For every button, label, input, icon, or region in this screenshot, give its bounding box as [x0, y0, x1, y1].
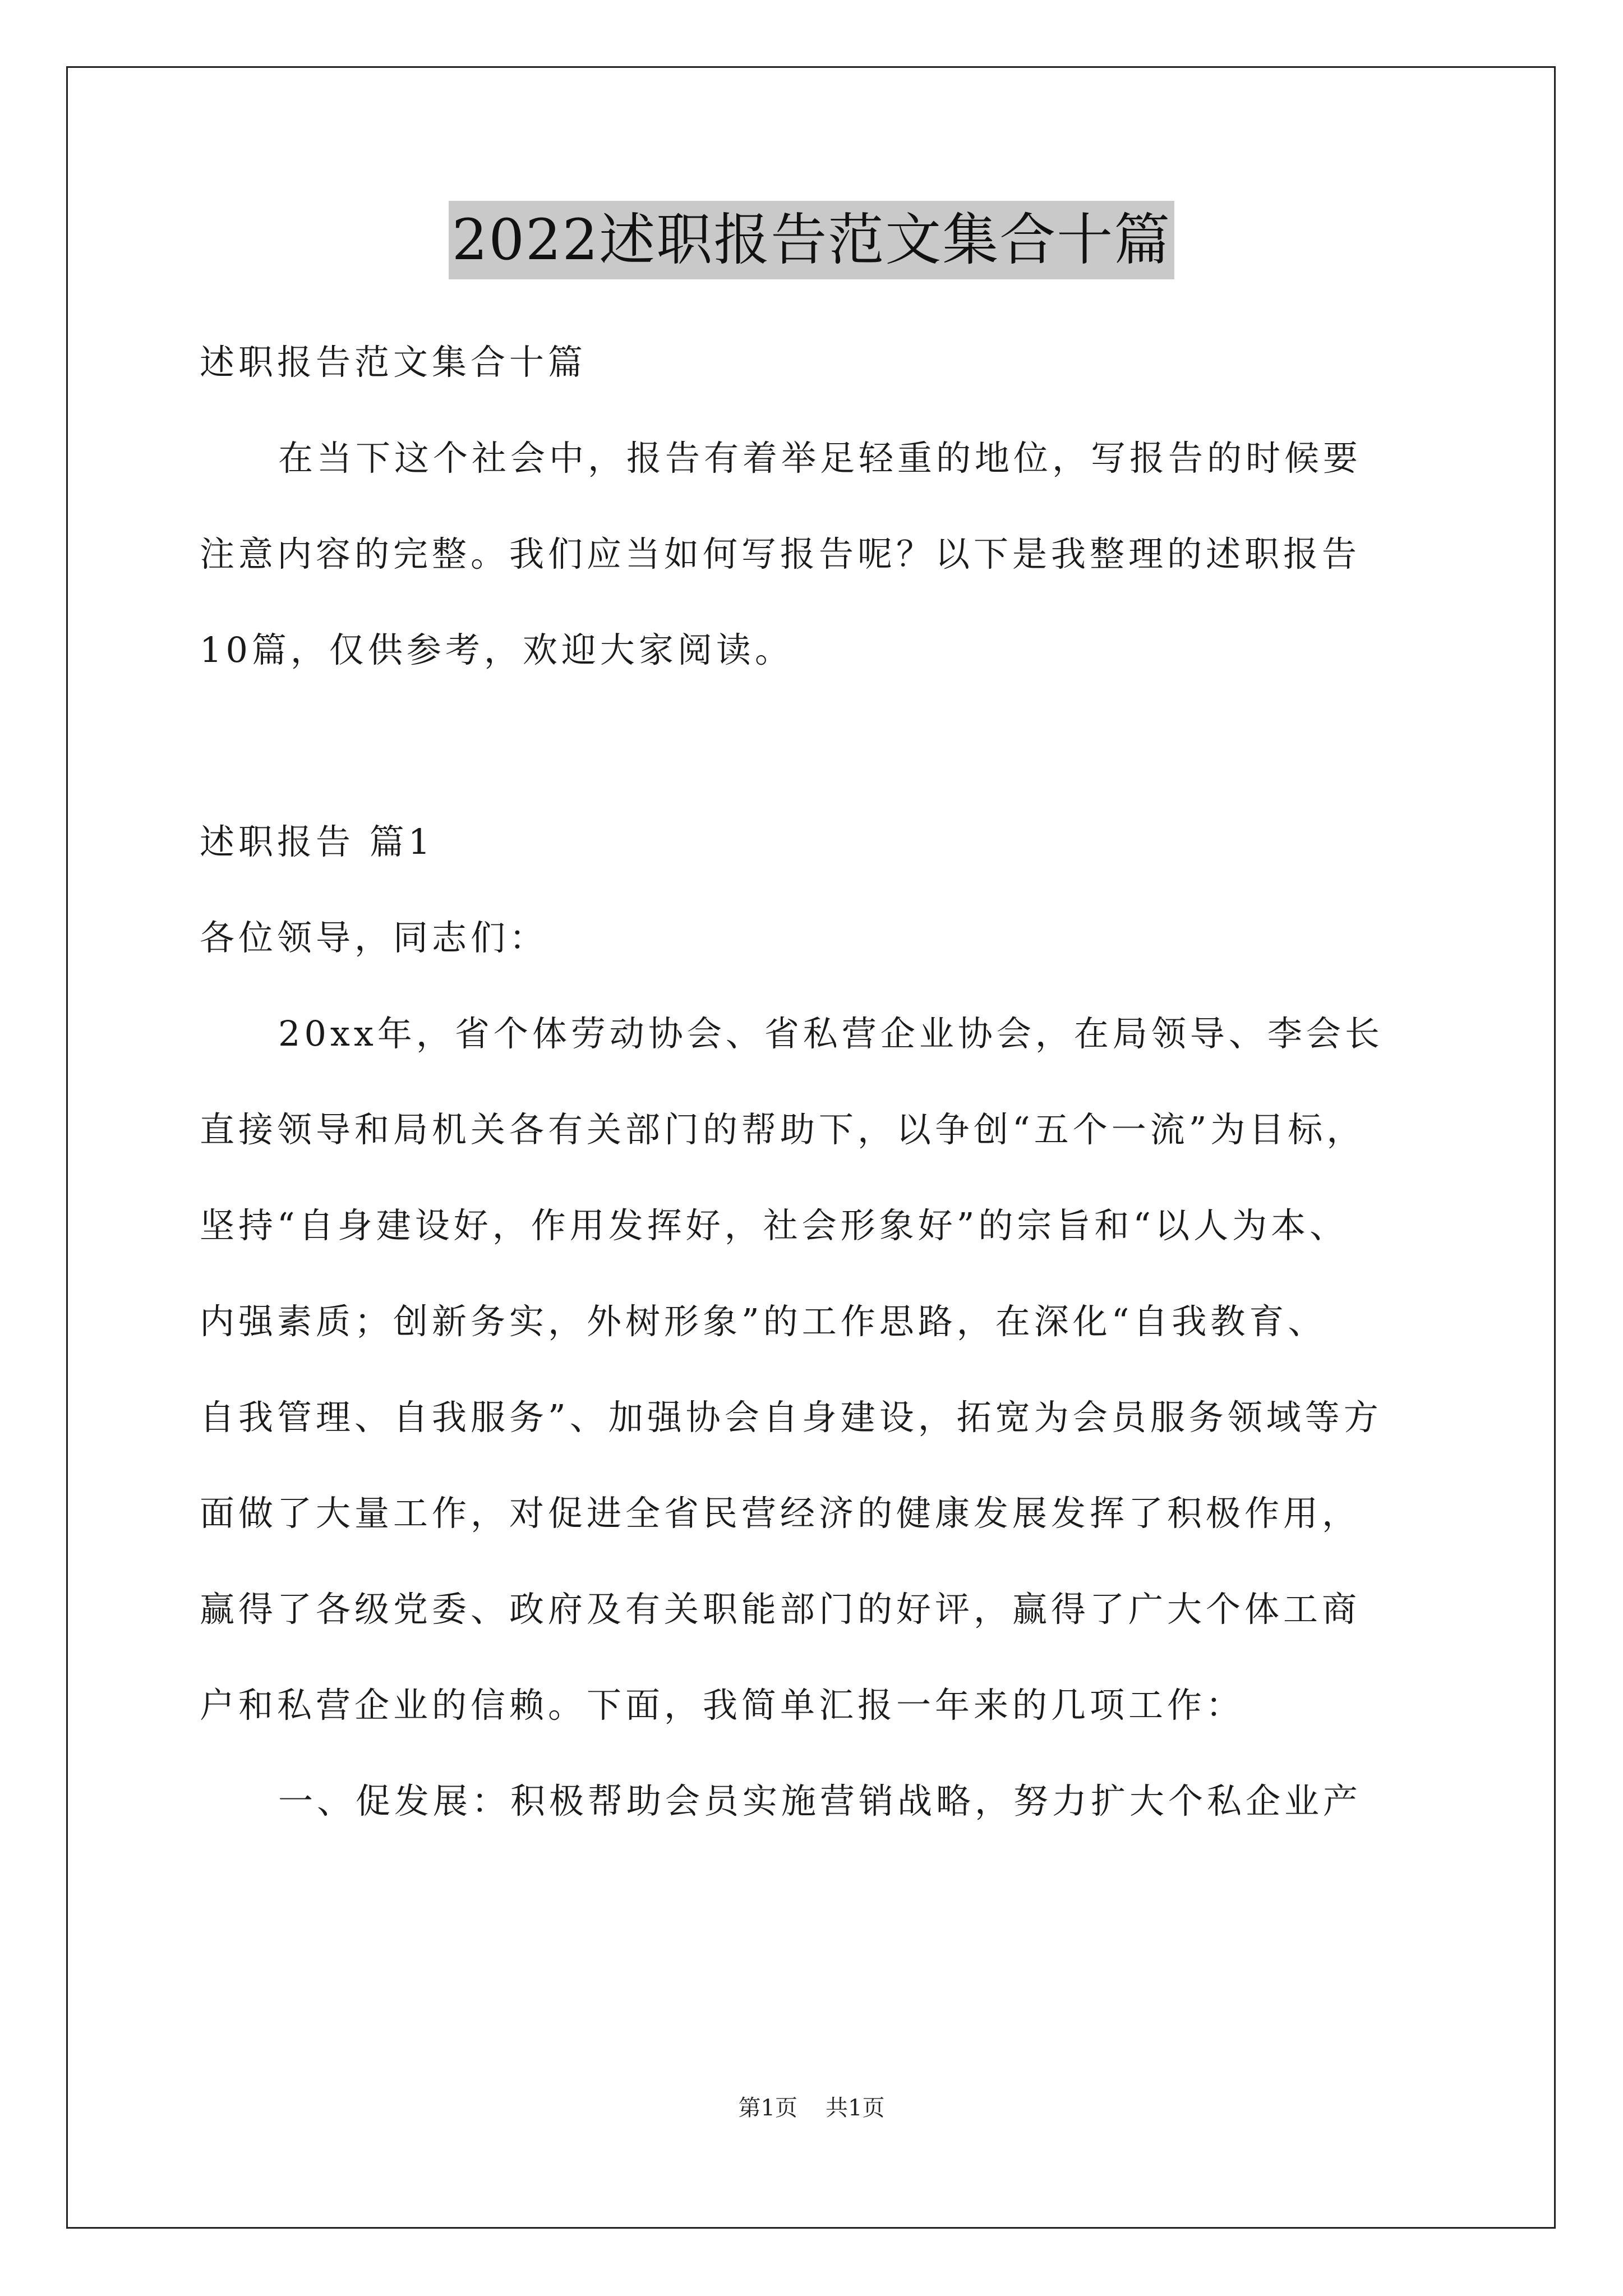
subtitle-line: 述职报告范文集合十篇: [200, 342, 587, 383]
paragraph-line: 在当下这个社会中，报告有着举足轻重的地位，写报告的时候要: [278, 438, 1362, 478]
page-number-current: 第1页: [738, 2095, 797, 2121]
paragraph-line: 户和私营企业的信赖。下面，我简单汇报一年来的几项工作：: [200, 1685, 1245, 1726]
section-heading: 述职报告 篇1: [200, 821, 435, 862]
paragraph-line: 10篇，仅供参考，欢迎大家阅读。: [200, 629, 794, 670]
salutation-line: 各位领导，同志们：: [200, 917, 548, 958]
page-footer: [0, 2091, 1623, 2125]
page-number-total: 共1页: [826, 2095, 885, 2121]
paragraph-line: 坚持“自身建设好，作用发挥好，社会形象好”的宗旨和“以人为本、: [200, 1205, 1349, 1246]
paragraph-line: 直接领导和局机关各有关部门的帮助下，以争创“五个一流”为目标，: [200, 1109, 1366, 1150]
paragraph-line: 自我管理、自我服务”、加强协会自身建设，拓宽为会员服务领域等方: [200, 1397, 1382, 1438]
paragraph-line: 一、促发展：积极帮助会员实施营销战略，努力扩大个私企业产: [278, 1780, 1362, 1821]
paragraph-line: 面做了大量工作，对促进全省民营经济的健康发展发挥了积极作用，: [200, 1493, 1361, 1534]
title-container: [0, 201, 1623, 279]
paragraph-line: 内强素质；创新务实，外树形象”的工作思路，在深化“自我教育、: [200, 1301, 1327, 1342]
document-title: 2022述职报告范文集合十篇: [449, 201, 1175, 279]
paragraph-line: 注意内容的完整。我们应当如何写报告呢？以下是我整理的述职报告: [200, 533, 1361, 574]
document-body: [200, 314, 1439, 1849]
paragraph-line: 20xx年，省个体劳动协会、省私营企业协会，在局领导、李会长: [278, 1013, 1384, 1054]
paragraph-line: 赢得了各级党委、政府及有关职能部门的好评，赢得了广大个体工商: [200, 1589, 1361, 1630]
